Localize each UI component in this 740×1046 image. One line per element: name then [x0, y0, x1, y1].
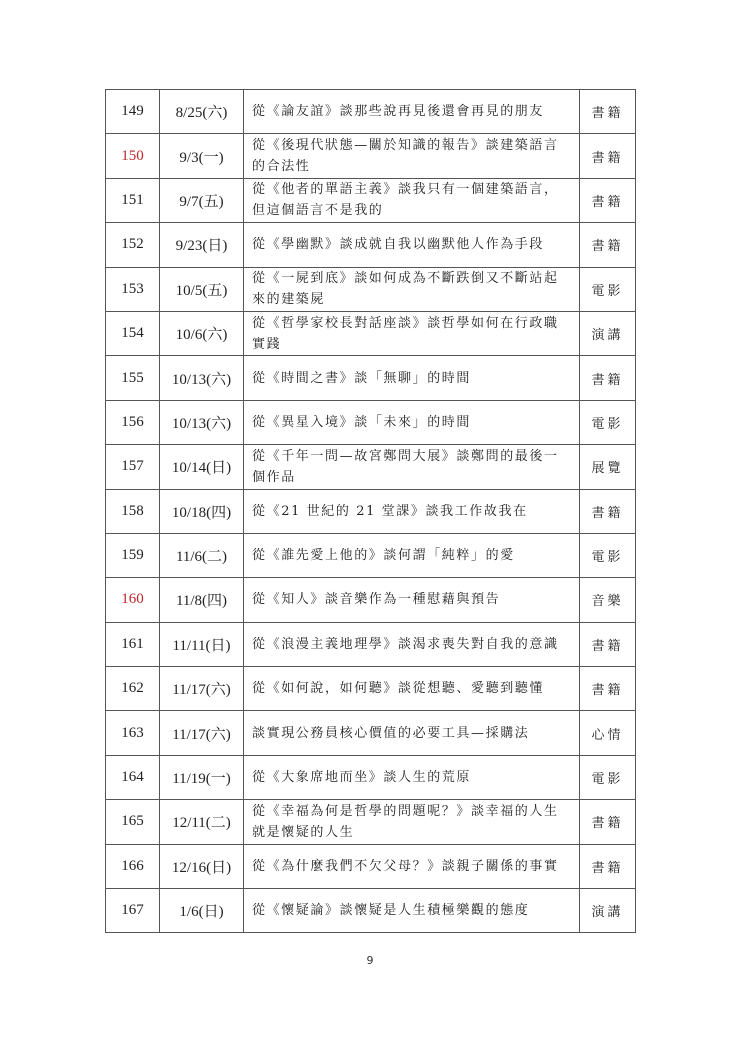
entry-date: 11/11(日): [160, 622, 244, 666]
entry-category: 書籍: [580, 356, 636, 400]
entry-category: 電影: [580, 755, 636, 799]
entry-number: 149: [106, 90, 160, 134]
entry-date: 10/5(五): [160, 267, 244, 311]
table-row: [106, 800, 636, 844]
entry-topic: 從《21 世紀的 21 堂課》談我工作故我在: [244, 489, 580, 533]
entry-date: 11/17(六): [160, 667, 244, 711]
entry-topic: 從《如何說，如何聽》談從想聽、愛聽到聽懂: [244, 667, 580, 711]
entry-topic: 從《大象席地而坐》談人生的荒原: [244, 755, 580, 799]
entry-date: 11/8(四): [160, 578, 244, 622]
entry-topic: 從《知人》談音樂作為一種慰藉與預告: [244, 578, 580, 622]
table-row: [106, 90, 636, 134]
entry-category: 書籍: [580, 134, 636, 178]
table-row: [106, 755, 636, 799]
entry-number: 164: [106, 755, 160, 799]
entry-category: 演講: [580, 311, 636, 355]
entry-number: 155: [106, 356, 160, 400]
table-row: [106, 445, 636, 489]
table-body: [106, 90, 636, 933]
entry-number: 156: [106, 400, 160, 444]
entry-date: 9/3(一): [160, 134, 244, 178]
entry-number: 161: [106, 622, 160, 666]
entry-date: 10/13(六): [160, 400, 244, 444]
entry-date: 11/17(六): [160, 711, 244, 755]
entry-date: 11/19(一): [160, 755, 244, 799]
entry-date: 9/23(日): [160, 223, 244, 267]
table-row: [106, 622, 636, 666]
entry-date: 12/11(二): [160, 800, 244, 844]
entry-date: 11/6(二): [160, 533, 244, 577]
table-row: [106, 134, 636, 178]
entry-number: 167: [106, 889, 160, 933]
entry-category: 書籍: [580, 223, 636, 267]
entry-number: 150: [106, 134, 160, 178]
table-row: [106, 267, 636, 311]
entry-date: 10/6(六): [160, 311, 244, 355]
table-row: [106, 711, 636, 755]
entry-number: 152: [106, 223, 160, 267]
entry-number: 163: [106, 711, 160, 755]
entry-number: 157: [106, 445, 160, 489]
entry-date: 10/18(四): [160, 489, 244, 533]
entry-topic: 談實現公務員核心價值的必要工具—採購法: [244, 711, 580, 755]
entry-number: 153: [106, 267, 160, 311]
entry-date: 8/25(六): [160, 90, 244, 134]
entry-number: 162: [106, 667, 160, 711]
entry-topic: 從《異星入境》談「未來」的時間: [244, 400, 580, 444]
entry-date: 1/6(日): [160, 889, 244, 933]
entry-number: 165: [106, 800, 160, 844]
entry-category: 書籍: [580, 178, 636, 222]
entry-date: 12/16(日): [160, 844, 244, 888]
entry-topic: 從《浪漫主義地理學》談渴求喪失對自我的意識: [244, 622, 580, 666]
entry-number: 154: [106, 311, 160, 355]
entry-category: 書籍: [580, 489, 636, 533]
entry-topic: 從《哲學家校長對話座談》談哲學如何在行政職實踐: [244, 311, 580, 355]
table-row: [106, 889, 636, 933]
table-row: [106, 400, 636, 444]
entry-topic: 從《誰先愛上他的》談何謂「純粹」的愛: [244, 533, 580, 577]
entry-topic: 從《千年一問—故宮鄭問大展》談鄭問的最後一個作品: [244, 445, 580, 489]
table-row: [106, 667, 636, 711]
table-row: [106, 489, 636, 533]
article-log-table: [105, 89, 636, 933]
entry-category: 書籍: [580, 90, 636, 134]
entry-category: 演講: [580, 889, 636, 933]
entry-category: 音樂: [580, 578, 636, 622]
entry-category: 電影: [580, 533, 636, 577]
entry-number: 158: [106, 489, 160, 533]
entry-topic: 從《幸福為何是哲學的問題呢？》談幸福的人生就是懷疑的人生: [244, 800, 580, 844]
entry-category: 電影: [580, 400, 636, 444]
table-row: [106, 533, 636, 577]
entry-date: 9/7(五): [160, 178, 244, 222]
entry-topic: 從《論友誼》談那些說再見後還會再見的朋友: [244, 90, 580, 134]
entry-topic: 從《懷疑論》談懷疑是人生積極樂觀的態度: [244, 889, 580, 933]
entry-topic: 從《學幽默》談成就自我以幽默他人作為手段: [244, 223, 580, 267]
entry-category: 心情: [580, 711, 636, 755]
table-row: [106, 578, 636, 622]
entry-category: 書籍: [580, 622, 636, 666]
entry-topic: 從《他者的單語主義》談我只有一個建築語言，但這個語言不是我的: [244, 178, 580, 222]
entry-date: 10/14(日): [160, 445, 244, 489]
entry-topic: 從《時間之書》談「無聊」的時間: [244, 356, 580, 400]
table-row: [106, 223, 636, 267]
entry-category: 書籍: [580, 844, 636, 888]
entry-topic: 從《後現代狀態—關於知識的報告》談建築語言的合法性: [244, 134, 580, 178]
entry-topic: 從《一屍到底》談如何成為不斷跌倒又不斷站起來的建築屍: [244, 267, 580, 311]
table-row: [106, 311, 636, 355]
entry-category: 書籍: [580, 667, 636, 711]
entry-category: 書籍: [580, 800, 636, 844]
entry-category: 電影: [580, 267, 636, 311]
table-row: [106, 356, 636, 400]
table-row: [106, 178, 636, 222]
page-number: 9: [366, 954, 374, 967]
entry-number: 159: [106, 533, 160, 577]
entry-topic: 從《為什麼我們不欠父母？》談親子關係的事實: [244, 844, 580, 888]
entry-category: 展覽: [580, 445, 636, 489]
entry-number: 151: [106, 178, 160, 222]
entry-date: 10/13(六): [160, 356, 244, 400]
entry-number: 160: [106, 578, 160, 622]
entry-number: 166: [106, 844, 160, 888]
table-row: [106, 844, 636, 888]
